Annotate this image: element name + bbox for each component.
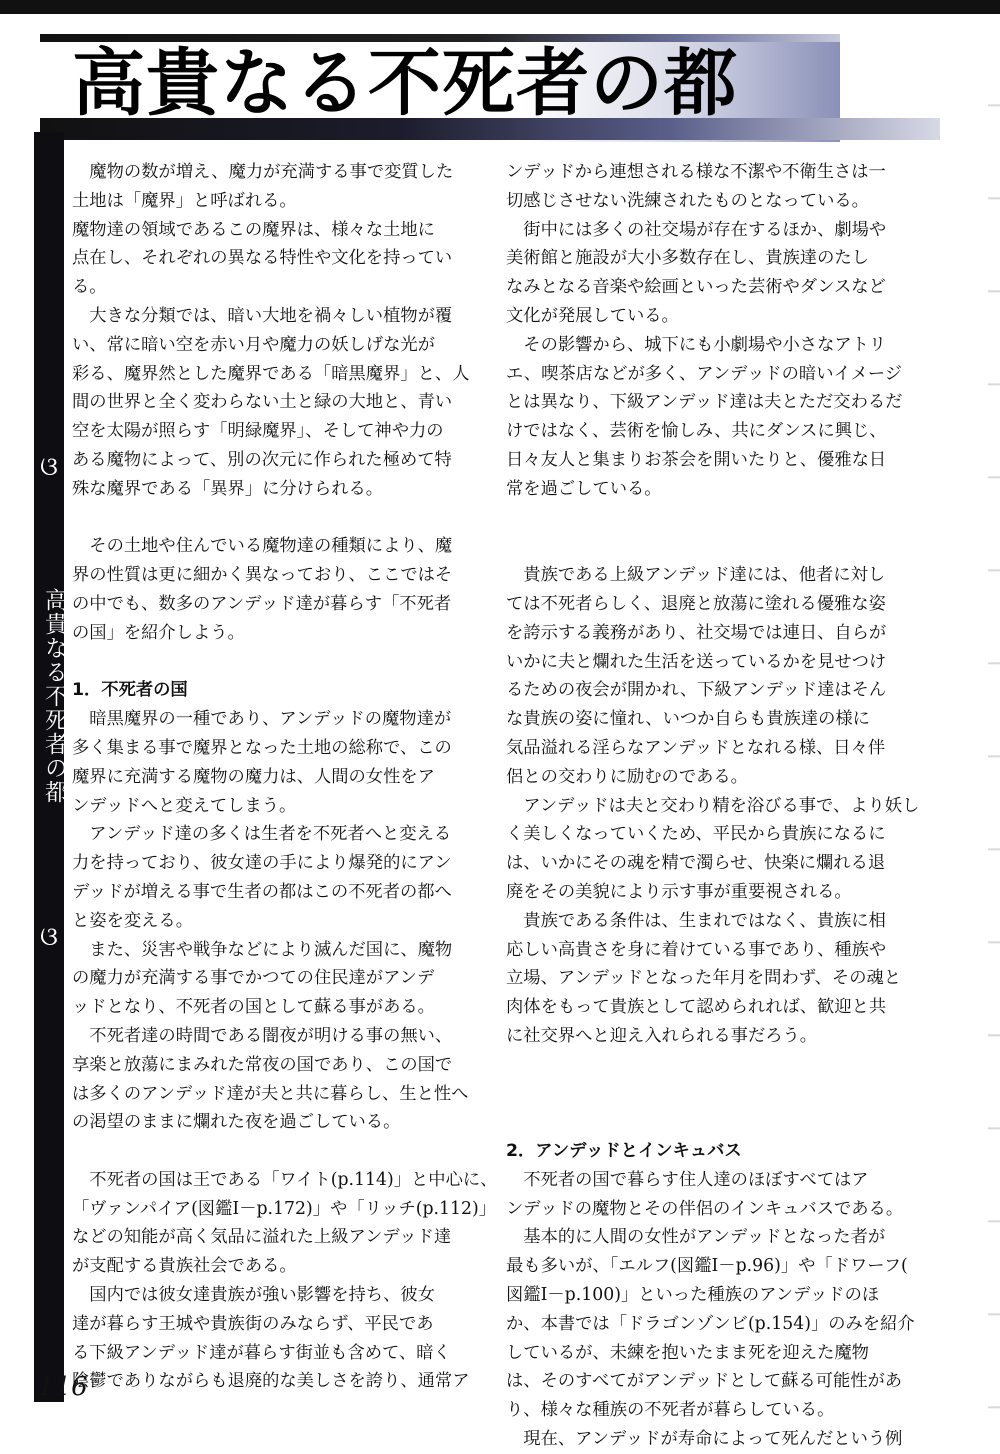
- text-line: の渇望のままに爛れた夜を過ごしている。: [72, 1112, 401, 1133]
- text-line: 不死者達の時間である闇夜が明ける事の無い、: [72, 1025, 453, 1046]
- text-line: 彩る、魔界然とした魔界である「暗黒魔界」と、人: [72, 363, 470, 384]
- page-edge: [988, 14, 1000, 1428]
- text-line: は多くのアンデッド達が夫と共に暮らし、生と性へ: [72, 1083, 469, 1104]
- text-line: 切感じさせない洗練されたものとなっている。: [506, 190, 869, 211]
- text-line: 国内では彼女達貴族が強い影響を持ち、彼女: [72, 1285, 435, 1306]
- text-line: エ、喫茶店などが多く、アンデッドの暗いイメージ: [506, 363, 903, 384]
- text-line: 「ヴァンパイア(図鑑Ⅰ－p.172)」や「リッチ(p.112)」: [72, 1198, 497, 1219]
- text-line: [72, 504, 472, 533]
- text-line: 殊な魔界である「異界」に分けられる。: [72, 478, 384, 499]
- text-line: る下級アンデッド達が暮らす街並も含めて、暗く: [72, 1342, 451, 1363]
- text-line: [506, 532, 906, 561]
- text-line: アンデッドは夫と交わり精を浴びる事で、より妖し: [506, 795, 920, 816]
- text-line: [506, 1108, 906, 1137]
- text-line: また、災害や戦争などにより滅んだ国に、魔物: [72, 939, 453, 960]
- sidebar-title: 高貴なる不死者の都: [41, 588, 67, 804]
- text-line: は、いかにその魂を精で濁らせ、快楽に爛れる退: [506, 853, 886, 874]
- text-line: 多く集まる事で魔界となった土地の総称で、この: [72, 737, 452, 758]
- top-border: [0, 0, 1000, 14]
- text-line: 日々友人と集まりお茶会を開いたりと、優雅な日: [506, 449, 887, 470]
- text-line: 最も多いが、「エルフ(図鑑Ⅰ－p.96)」や「ドワーフ(: [506, 1256, 908, 1277]
- text-line: の中でも、数多のアンデッド達が暮らす「不死者: [72, 593, 452, 614]
- text-line: か、本書では「ドラゴンゾンビ(p.154)」のみを紹介: [506, 1313, 915, 1334]
- text-line: その影響から、城下にも小劇場や小さなアトリ: [506, 334, 887, 355]
- text-line: いかに夫と爛れた生活を送っているかを見せつけ: [506, 651, 887, 672]
- text-line: 陰鬱でありながらも退廃的な美しさを誇り、通常ア: [72, 1371, 470, 1392]
- page-title: 高貴なる不死者の都: [72, 41, 738, 126]
- right-column: [506, 158, 920, 1454]
- text-line: アンデッド達の多くは生者を不死者へと変える: [72, 824, 452, 845]
- text-line: 図鑑Ⅰ－p.100)」といった種族のアンデッドのほ: [506, 1285, 880, 1306]
- text-line: ンデッドへと変えてしまう。: [72, 795, 297, 816]
- text-line: ては不死者らしく、退廃と放蕩に塗れる優雅な姿: [506, 593, 886, 614]
- text-line: 肉体をもって貴族として認められれば、歓迎と共: [506, 997, 887, 1018]
- text-line: しているが、未練を抱いたまま死を迎えた魔物: [506, 1342, 869, 1363]
- text-line: が支配する貴族社会である。: [72, 1256, 297, 1277]
- text-line: 享楽と放蕩にまみれた常夜の国であり、この国で: [72, 1054, 453, 1075]
- section-heading: 1．不死者の国: [72, 680, 188, 701]
- text-line: 美術館と施設が大小多数存在し、貴族達のたし: [506, 248, 869, 269]
- text-line: と姿を変える。: [72, 910, 193, 931]
- text-line: [506, 1051, 906, 1080]
- text-line: り、様々な種族の不死者が暮らしている。: [506, 1400, 835, 1421]
- text-line: ッドとなり、不死者の国として蘇る事がある。: [72, 997, 435, 1018]
- text-line: [72, 1137, 472, 1166]
- left-column: [72, 158, 498, 1396]
- text-line: 応しい高貴さを身に着けている事であり、種族や: [506, 939, 887, 960]
- text-line: 界の性質は更に細かく異なっており、ここではそ: [72, 565, 453, 586]
- text-line: 間の世界と全く変わらない土と緑の大地と、青い: [72, 392, 453, 413]
- text-line: 文化が発展している。: [506, 305, 679, 326]
- text-line: 常を過ごしている。: [506, 478, 662, 499]
- text-line: な貴族の姿に憧れ、いつか自らも貴族達の様に: [506, 709, 870, 730]
- text-line: く美しくなっていくため、平民から貴族になるに: [506, 824, 886, 845]
- text-line: 貴族である条件は、生まれではなく、貴族に相: [506, 910, 886, 931]
- text-line: 廃をその美貌により示す事が重要視される。: [506, 881, 852, 902]
- text-line: 点在し、それぞれの異なる特性や文化を持ってい: [72, 248, 453, 269]
- section-heading: 2．アンデッドとインキュバス: [506, 1141, 742, 1162]
- text-line: 魔界に充満する魔物の魔力は、人間の女性をア: [72, 766, 435, 787]
- text-line: 街中には多くの社交場が存在するほか、劇場や: [506, 219, 887, 240]
- text-line: ある魔物によって、別の次元に作られた極めて特: [72, 449, 452, 470]
- text-line: 不死者の国で暮らす住人達のほぼすべてはア: [506, 1169, 869, 1190]
- text-line: [506, 504, 906, 533]
- text-line: 暗黒魔界の一種であり、アンデッドの魔物達が: [72, 709, 452, 730]
- text-line: ンデッドの魔物とその伴侶のインキュバスである。: [506, 1198, 904, 1219]
- text-line: ンデッドから連想される様な不潔や不衛生さは一: [506, 162, 886, 182]
- text-line: 侶との交わりに励むのである。: [506, 766, 748, 787]
- text-line: い、常に暗い空を赤い月や魔力の妖しげな光が: [72, 334, 435, 355]
- text-line: なみとなる音楽や絵画といった芸術やダンスなど: [506, 277, 886, 298]
- text-line: の国」を紹介しよう。: [72, 622, 245, 643]
- text-line: 基本的に人間の女性がアンデッドとなった者が: [506, 1227, 886, 1248]
- page-number: 116: [38, 1372, 88, 1402]
- text-line: 力を持っており、彼女達の手により爆発的にアン: [72, 853, 452, 874]
- text-line: 土地は「魔界」と呼ばれる。: [72, 190, 297, 211]
- text-line: 貴族である上級アンデッド達には、他者に対し: [506, 565, 886, 586]
- ornament-top-icon: ଓ: [40, 452, 58, 482]
- text-line: [72, 648, 472, 677]
- text-line: 空を太陽が照らす「明緑魔界」、そして神や力の: [72, 421, 444, 442]
- text-line: 大きな分類では、暗い大地を禍々しい植物が覆: [72, 305, 453, 326]
- text-line: る。: [72, 277, 107, 298]
- text-line: に社交界へと迎え入れられる事だろう。: [506, 1025, 818, 1046]
- text-line: [506, 1080, 906, 1109]
- text-line: 達が暮らす王城や貴族街のみならず、平民であ: [72, 1313, 434, 1334]
- text-line: デッドが増える事で生者の都はこの不死者の都へ: [72, 881, 452, 902]
- text-line: 現在、アンデッドが寿命によって死んだという例: [506, 1429, 903, 1450]
- text-line: を誇示する義務があり、社交場では連日、自らが: [506, 622, 887, 643]
- text-line: などの知能が高く気品に溢れた上級アンデッド達: [72, 1227, 452, 1248]
- text-line: 不死者の国は王である「ワイト(p.114)」と中心に、: [72, 1169, 498, 1190]
- text-line: とは異なり、下級アンデッド達は夫とただ交わるだ: [506, 392, 903, 413]
- text-line: その土地や住んでいる魔物達の種類により、魔: [72, 536, 453, 557]
- text-line: 魔物の数が増え、魔力が充満する事で変質した: [72, 162, 454, 182]
- ornament-bottom-icon: ଓ: [40, 922, 58, 952]
- text-line: 立場、アンデッドとなった年月を問わず、その魂と: [506, 968, 902, 989]
- text-line: 気品溢れる淫らなアンデッドとなれる様、日々伴: [506, 737, 886, 758]
- text-line: けではなく、芸術を愉しみ、共にダンスに興じ、: [506, 421, 887, 442]
- text-line: は、そのすべてがアンデッドとして蘇る可能性があ: [506, 1371, 903, 1392]
- text-line: の魔力が充満する事でかつての住民達がアンデ: [72, 968, 435, 989]
- text-line: 魔物達の領域であるこの魔界は、様々な土地に: [72, 219, 435, 240]
- text-line: るための夜会が開かれ、下級アンデッド達はそん: [506, 680, 887, 701]
